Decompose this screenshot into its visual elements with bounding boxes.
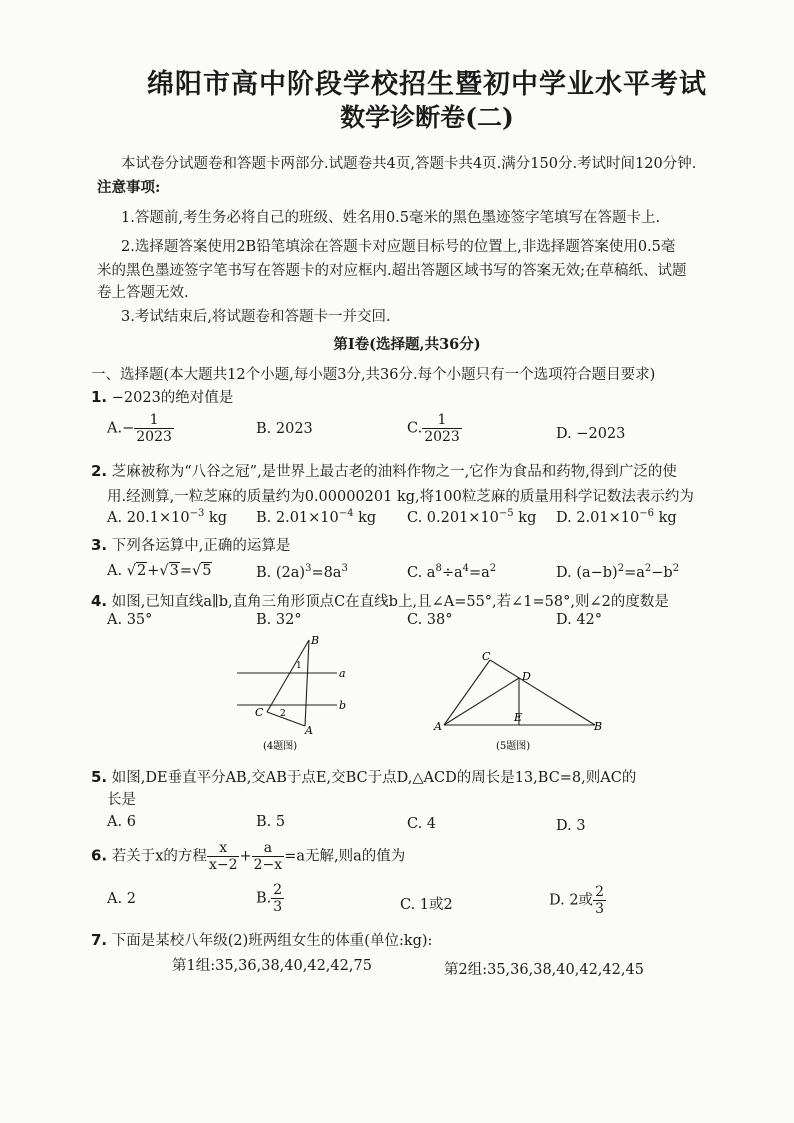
question-number: 5. xyxy=(91,768,108,786)
question-6 xyxy=(91,840,405,873)
q5-option-c: C. 4 xyxy=(407,816,437,832)
q6-option-b xyxy=(256,882,284,915)
option-text-rest: =a xyxy=(469,564,490,581)
question-text-line1: 芝麻被称为“八谷之冠”,是世界上最古老的油料作物之一,它作为食品和药物,得到广泛的使 xyxy=(111,464,677,480)
numerator: a xyxy=(252,840,285,857)
figure-4-caption: (4题图) xyxy=(263,741,298,752)
q6-option-d xyxy=(549,884,606,917)
question-text: 下面是某校八年级(2)班两组女生的体重(单位:kg): xyxy=(111,933,433,949)
plus-sign: + xyxy=(239,848,252,865)
label-angle-2: 2 xyxy=(280,709,286,719)
q1-option-b: B. 2023 xyxy=(256,421,313,437)
exponent: −3 xyxy=(189,508,205,519)
figure-4 xyxy=(225,630,365,755)
option-label: C. xyxy=(407,420,423,437)
denominator: 3 xyxy=(273,899,283,915)
q5-option-a: A. 6 xyxy=(107,814,136,830)
q3-option-b xyxy=(256,563,348,581)
label-a: a xyxy=(339,667,346,680)
note-3: 3.考试结束后,将试题卷和答题卡一并交回. xyxy=(121,309,391,325)
radicand: 2 xyxy=(136,563,147,579)
exam-subtitle: 数学诊断卷(二) xyxy=(340,103,514,132)
option-text: A. 20.1×10 xyxy=(107,509,190,526)
question-1 xyxy=(91,386,233,407)
exponent: 2 xyxy=(644,563,652,574)
label-angle-1: 1 xyxy=(296,661,302,671)
label-A: A xyxy=(434,720,442,733)
q6-option-c: C. 1或2 xyxy=(400,897,453,913)
plus-sign: + xyxy=(147,563,160,579)
radicand: 3 xyxy=(169,563,179,579)
unit: kg xyxy=(653,509,677,526)
numerator: x xyxy=(207,840,240,857)
q5-option-d: D. 3 xyxy=(556,818,586,834)
q7-group-2: 第2组:35,36,38,40,42,42,45 xyxy=(444,962,644,978)
question-number: 1. xyxy=(91,388,108,406)
q2-option-d xyxy=(556,508,677,526)
q3-option-a: A. √2+√3=√5 xyxy=(107,563,212,579)
question-text-pre: 若关于x的方程 xyxy=(111,848,207,865)
option-text: B. (2a) xyxy=(256,564,306,581)
question-text: −2023的绝对值是 xyxy=(111,390,234,406)
fraction-2 xyxy=(252,840,285,873)
exponent: −6 xyxy=(639,508,654,519)
option-text-mid: ÷a xyxy=(441,564,463,581)
option-text-rest: −b xyxy=(651,564,673,581)
denominator: 2023 xyxy=(424,429,460,445)
question-2-line2: 用.经测算,一粒芝麻的质量约为0.00000201 kg,将100粒芝麻的质量用科学记数法表示约为 xyxy=(107,489,694,505)
question-number: 7. xyxy=(91,931,108,949)
label-B: B xyxy=(311,634,320,647)
option-text: C. 0.201×10 xyxy=(407,509,499,526)
triangle-side-bc xyxy=(267,640,309,712)
q7-group-1: 第1组:35,36,38,40,42,42,75 xyxy=(172,958,372,974)
label-C: C xyxy=(482,650,491,663)
q3-option-c xyxy=(407,563,496,581)
label-B: B xyxy=(594,720,603,733)
question-text: 如图,已知直线a∥b,直角三角形顶点C在直线b上,且∠A=55°,若∠1=58°,则∠2的度数是 xyxy=(111,594,669,610)
exponent: −4 xyxy=(338,508,354,519)
segment-cb xyxy=(490,660,595,725)
option-text-rest: =8a xyxy=(311,564,342,581)
fraction xyxy=(422,412,462,445)
numerator: 2 xyxy=(273,882,283,898)
label-E: E xyxy=(514,711,523,724)
q3-option-d xyxy=(556,563,679,581)
exponent: 2 xyxy=(489,563,497,574)
minus-sign: − xyxy=(122,420,135,437)
denominator: 2023 xyxy=(136,429,172,445)
segment-ca xyxy=(444,660,490,725)
question-number: 4. xyxy=(91,592,108,610)
option-text: B. 2.01×10 xyxy=(256,509,339,526)
exponent: 3 xyxy=(305,563,312,574)
q6-option-a: A. 2 xyxy=(107,891,136,907)
equals-sign: = xyxy=(179,563,192,579)
question-3 xyxy=(91,534,290,555)
option-label: A. xyxy=(107,563,127,579)
figure-5-caption: (5题图) xyxy=(496,741,531,752)
label-D: D xyxy=(522,670,531,683)
numerator: 2 xyxy=(595,884,604,900)
numerator: 1 xyxy=(422,412,462,429)
question-5-line2: 长是 xyxy=(107,792,136,808)
note-2-line1: 2.选择题答案使用2B铅笔填涂在答题卡对应题目标号的位置上,非选择题答案使用0.5毫 xyxy=(121,239,676,255)
fraction-1 xyxy=(207,840,240,873)
triangle-side-ca xyxy=(267,712,305,726)
note-2-line2: 米的黑色墨迹签字笔书写在答题卡的对应框内.超出答题区域书写的答案无效;在草稿纸、试题 xyxy=(97,263,687,279)
denominator: x−2 xyxy=(208,857,238,873)
triangle-side-ba xyxy=(305,640,309,726)
unit: kg xyxy=(353,509,377,526)
option-text: D. 2.01×10 xyxy=(556,509,640,526)
q1-option-a xyxy=(107,412,174,445)
question-number: 3. xyxy=(91,536,108,554)
q1-option-c xyxy=(407,412,462,445)
fraction xyxy=(593,884,606,917)
option-text-mid: =a xyxy=(624,564,645,581)
q4-option-b: B. 32° xyxy=(256,612,302,628)
section-title: 第Ⅰ卷(选择题,共36分) xyxy=(333,336,481,353)
q1-option-d: D. −2023 xyxy=(556,426,626,442)
exponent: 4 xyxy=(462,563,469,574)
numerator: 1 xyxy=(134,412,174,429)
q4-option-c: C. 38° xyxy=(407,612,453,628)
label-A: A xyxy=(305,724,313,737)
note-1: 1.答题前,考生务必将自己的班级、姓名用0.5毫米的黑色墨迹签字笔填写在答题卡上. xyxy=(121,210,661,226)
exponent: 2 xyxy=(672,563,680,574)
section-heading: 一、选择题(本大题共12个小题,每小题3分,共36分.每个小题只有一个选项符合题目要求) xyxy=(91,367,656,383)
question-4 xyxy=(91,590,669,611)
denominator: 3 xyxy=(595,901,604,917)
fraction xyxy=(271,882,284,915)
question-text: 下列各运算中,正确的运算是 xyxy=(111,538,291,554)
q2-option-b xyxy=(256,508,376,526)
exam-title: 绵阳市高中阶段学校招生暨初中学业水平考试 xyxy=(147,69,707,100)
question-2 xyxy=(91,460,677,481)
q2-option-c xyxy=(407,508,536,526)
q4-option-d: D. 42° xyxy=(556,612,603,628)
unit: kg xyxy=(204,509,228,526)
fraction xyxy=(134,412,174,445)
option-text: C. a xyxy=(407,564,436,581)
option-label: B. xyxy=(256,890,272,907)
question-number: 2. xyxy=(91,462,108,480)
figure-5 xyxy=(430,648,610,754)
exponent: 3 xyxy=(341,563,348,574)
question-5 xyxy=(91,766,636,787)
denominator: 2−x xyxy=(253,857,283,873)
question-text-post: =a无解,则a的值为 xyxy=(284,848,406,865)
note-2-line3: 卷上答题无效. xyxy=(97,285,189,301)
radicand: 5 xyxy=(202,563,212,579)
notes-heading: 注意事项: xyxy=(97,179,161,196)
label-C: C xyxy=(255,706,264,719)
intro-text: 本试卷分试题卷和答题卡两部分.试题卷共4页,答题卡共4页.满分150分.考试时间120分钟. xyxy=(121,156,697,172)
unit: kg xyxy=(513,509,537,526)
exponent: 8 xyxy=(435,563,442,574)
exponent: −5 xyxy=(498,508,514,519)
question-7 xyxy=(91,929,432,950)
q5-option-b: B. 5 xyxy=(256,814,286,830)
exponent: 2 xyxy=(617,563,625,574)
option-text: D. (a−b) xyxy=(556,564,618,581)
question-text-line1: 如图,DE垂直平分AB,交AB于点E,交BC于点D,△ACD的周长是13,BC=8,则AC的 xyxy=(111,770,637,786)
q2-option-a xyxy=(107,508,227,526)
option-label: A. xyxy=(107,420,123,437)
q4-option-a: A. 35° xyxy=(107,612,153,628)
option-label: D. 2或 xyxy=(549,892,594,909)
segment-ad xyxy=(444,678,519,725)
question-number: 6. xyxy=(91,846,108,865)
label-b: b xyxy=(339,699,347,712)
